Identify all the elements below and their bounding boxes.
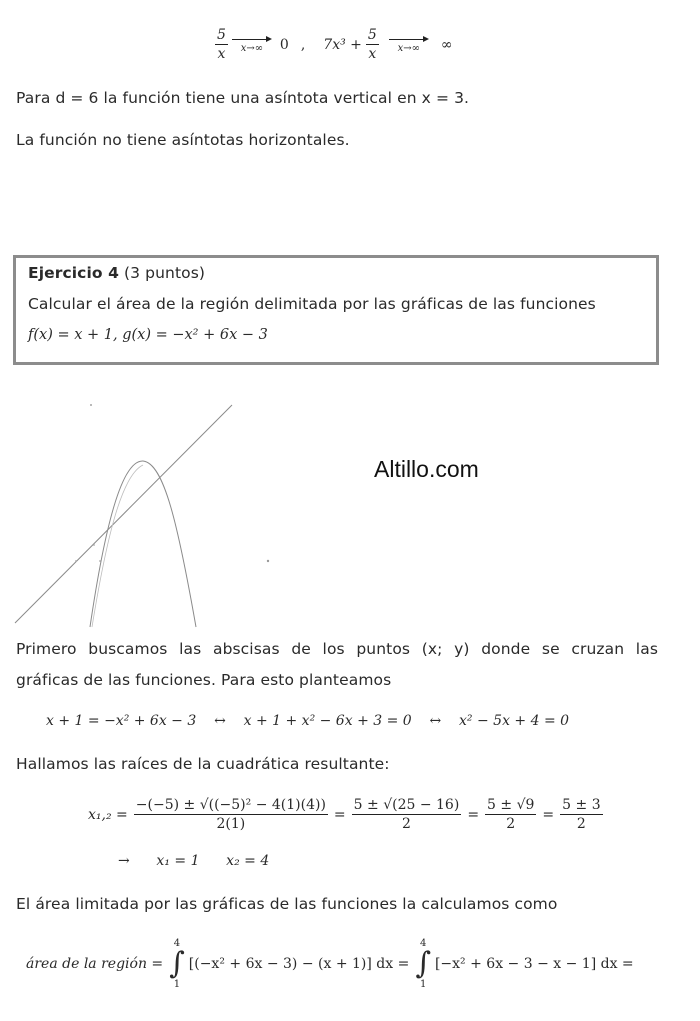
- exercise-points: (3 puntos): [124, 264, 206, 282]
- integral-2: 4 ∫ 1: [415, 938, 431, 990]
- parabola-g: [90, 461, 196, 627]
- limit-result-zero: 0: [279, 36, 289, 53]
- fraction-5-over-x-2: $\frac{5}{x}$: [367, 27, 377, 62]
- roots-intro: Hallamos las raíces de la cuadrática resultante:: [16, 755, 390, 773]
- vertical-asymptote-text: Para d = 6 la función tiene una asíntota vertical en x = 3.: [16, 89, 470, 107]
- no-horizontal-asymptote-text: La función no tiene asíntotas horizontales.: [16, 131, 350, 149]
- limit-result-infinity: ∞: [440, 36, 453, 53]
- exercise-statement: Calcular el área de la región delimitada por las gráficas de las funciones: [28, 295, 596, 313]
- line-f: [15, 405, 232, 623]
- exercise-functions: f(x) = x + 1, g(x) = −x² + 6x − 3: [28, 327, 268, 343]
- roots-result: → x₁ = 1 x₂ = 4: [118, 853, 270, 869]
- integral-1: 4 ∫ 1: [169, 938, 185, 990]
- fraction-5-over-x: $\frac{5}{x}$: [217, 27, 226, 62]
- intersection-equation: x + 1 = −x² + 6x − 3 ↔ x + 1 + x² − 6x + 3 = 0 ↔ x² − 5x + 4 = 0: [46, 713, 570, 729]
- exercise-title: Ejercicio 4: [28, 264, 119, 282]
- quadratic-formula: x₁,₂ = $\frac{\text{−(−5) ± √((−5)² − 4(1)(4))}}{2(1)}$ = $\frac{5 \pm √(25 - 16)}{2}$ = $\frac{5 \pm √9}{2}$ = $\frac{5 \pm 3}{2}$: [88, 797, 601, 832]
- limits-line: $\frac{5}{x}$ x→∞ 0 , 7x³ + $\frac{5}{x}$ x→∞ ∞: [217, 27, 453, 62]
- watermark: Altillo.com: [374, 456, 479, 482]
- intro-line-2: gráficas de las funciones. Para esto planteamos: [16, 671, 392, 689]
- intro-line-1: Primero buscamos las abscisas de los puntos (x; y) donde se cruzan las: [16, 640, 658, 658]
- limit-arrow: x→∞: [232, 35, 272, 54]
- area-integral: área de la región = 4 ∫ 1 [(−x² + 6x − 3) − (x + 1)] dx = 4 ∫ 1 [−x² + 6x − 3 − x − 1] dx =: [26, 938, 634, 990]
- area-intro: El área limitada por las gráficas de las funciones la calculamos como: [16, 895, 558, 913]
- limit-arrow-2: x→∞: [389, 35, 429, 54]
- expression-7x3: 7x³ +: [323, 36, 362, 53]
- function-graph: [10, 395, 290, 635]
- exercise-heading: [28, 264, 205, 282]
